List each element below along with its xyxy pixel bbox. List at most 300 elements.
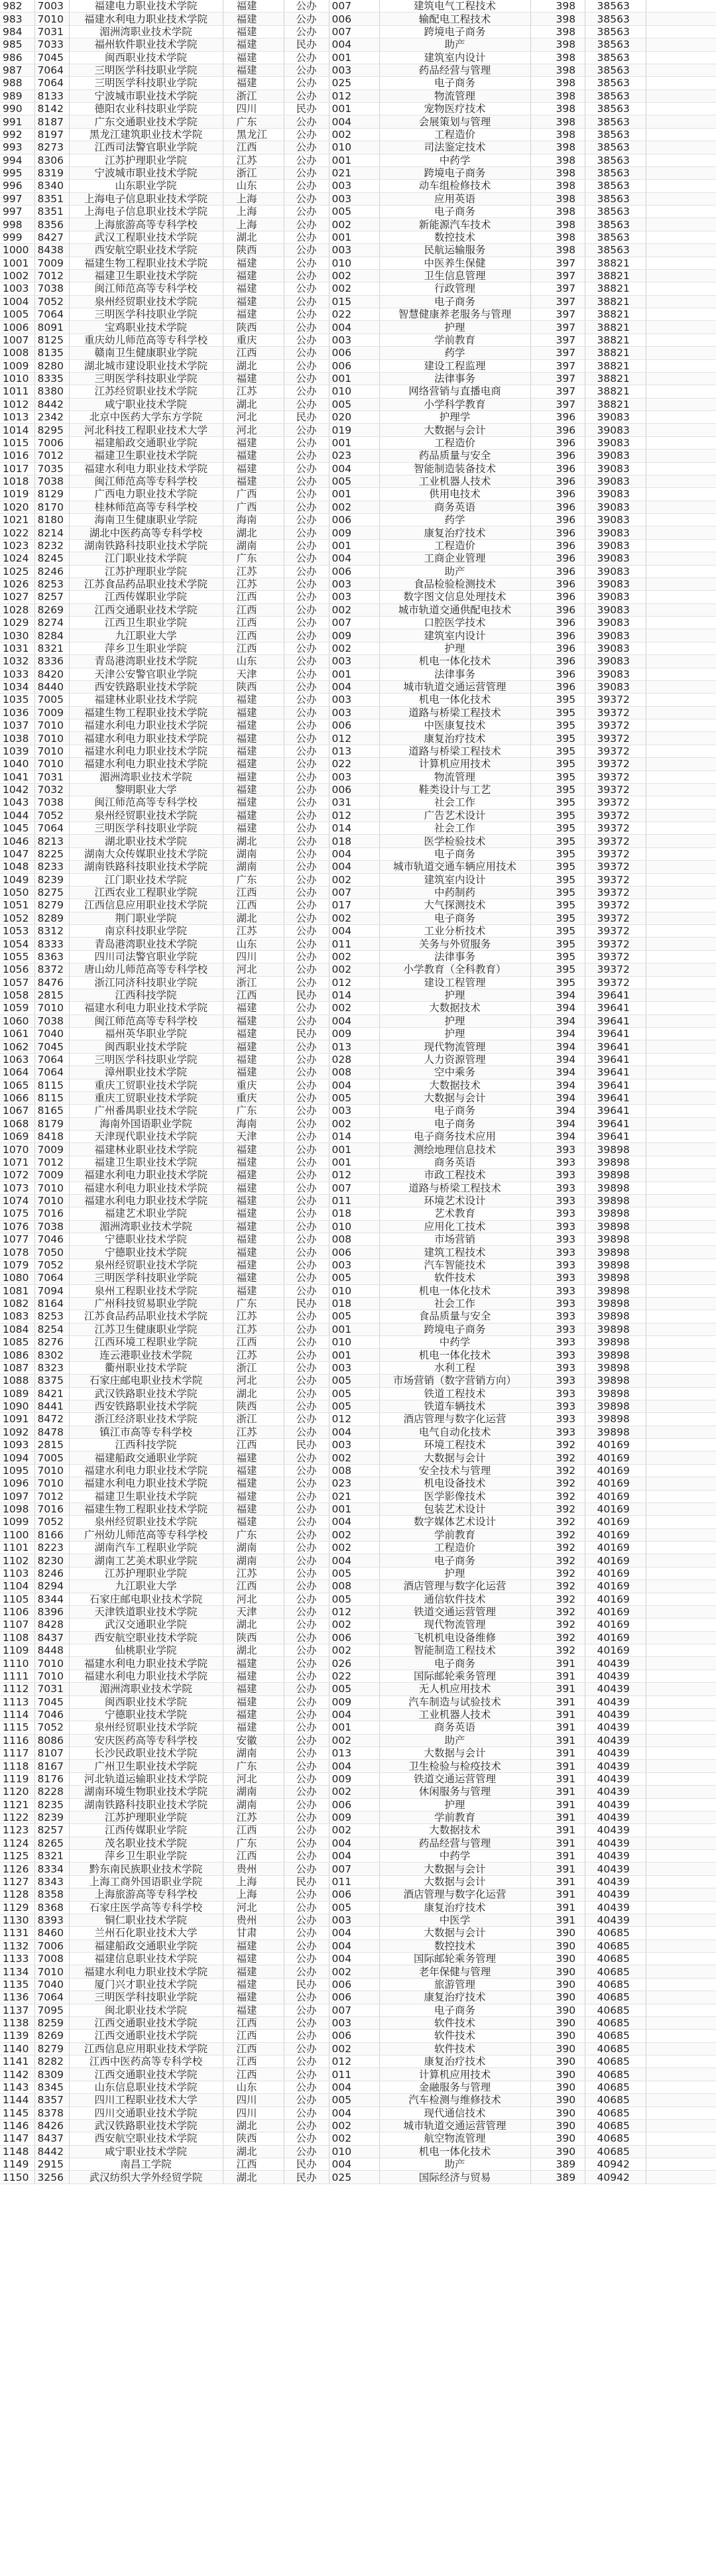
province-cell: 广东 bbox=[223, 1297, 284, 1310]
major-name-cell: 人力资源管理 bbox=[379, 1053, 530, 1066]
school-type-cell: 公办 bbox=[284, 1734, 329, 1747]
school-type-cell: 公办 bbox=[284, 90, 329, 102]
position-cell: 38563 bbox=[585, 38, 646, 51]
major-code-cell: 006 bbox=[329, 1991, 379, 2004]
table-row bbox=[0, 1580, 716, 1593]
school-name-cell: 泉州经贸职业技术学院 bbox=[69, 295, 223, 308]
school-type-cell: 公办 bbox=[284, 1939, 329, 1952]
note-cell bbox=[646, 2030, 716, 2042]
major-name-cell: 城市轨道交通车辆应用技术 bbox=[379, 861, 530, 873]
school-name-cell: 江西司法警官职业学院 bbox=[69, 141, 223, 154]
school-code-cell: 8107 bbox=[34, 1747, 69, 1760]
major-code-cell: 012 bbox=[329, 2055, 379, 2068]
province-cell: 福建 bbox=[223, 1670, 284, 1682]
note-cell bbox=[646, 1991, 716, 2004]
school-code-cell: 8426 bbox=[34, 2119, 69, 2132]
position-cell: 39083 bbox=[585, 591, 646, 603]
major-code-cell: 017 bbox=[329, 899, 379, 912]
major-code-cell: 009 bbox=[329, 1695, 379, 1708]
major-code-cell: 005 bbox=[329, 1683, 379, 1695]
major-code-cell: 006 bbox=[329, 347, 379, 359]
province-cell: 湖北 bbox=[223, 2145, 284, 2158]
school-code-cell: 8223 bbox=[34, 1542, 69, 1554]
position-cell: 38821 bbox=[585, 321, 646, 334]
note-cell bbox=[646, 1978, 716, 1991]
school-name-cell: 福建水利电力职业技术学院 bbox=[69, 732, 223, 745]
major-name-cell: 电子商务 bbox=[379, 295, 530, 308]
school-name-cell: 福建水利电力职业技术学院 bbox=[69, 745, 223, 757]
major-name-cell: 社会工作 bbox=[379, 796, 530, 809]
rank-cell: 1033 bbox=[0, 668, 34, 680]
school-code-cell: 8142 bbox=[34, 103, 69, 115]
position-cell: 39372 bbox=[585, 809, 646, 822]
score-cell: 398 bbox=[530, 141, 585, 154]
note-cell bbox=[646, 501, 716, 513]
school-name-cell: 闽江师范高等专科学校 bbox=[69, 1014, 223, 1027]
note-cell bbox=[646, 1619, 716, 1631]
major-name-cell: 智能制造工程技术 bbox=[379, 1644, 530, 1657]
school-type-cell: 公办 bbox=[284, 1451, 329, 1464]
score-cell: 397 bbox=[530, 347, 585, 359]
major-name-cell: 铁道车辆技术 bbox=[379, 1400, 530, 1412]
major-name-cell: 机电设备技术 bbox=[379, 1477, 530, 1490]
position-cell: 39372 bbox=[585, 976, 646, 989]
rank-cell: 1086 bbox=[0, 1349, 34, 1361]
major-code-cell: 019 bbox=[329, 424, 379, 436]
province-cell: 江苏 bbox=[223, 385, 284, 398]
province-cell: 福建 bbox=[223, 1014, 284, 1027]
school-name-cell: 九江职业大学 bbox=[69, 629, 223, 642]
school-name-cell: 武汉纺织大学外经贸学院 bbox=[69, 2171, 223, 2183]
province-cell: 福建 bbox=[223, 1939, 284, 1952]
score-cell: 394 bbox=[530, 1014, 585, 1027]
note-cell bbox=[646, 231, 716, 243]
note-cell bbox=[646, 103, 716, 115]
position-cell: 39641 bbox=[585, 1131, 646, 1143]
major-code-cell: 012 bbox=[329, 809, 379, 822]
score-cell: 396 bbox=[530, 475, 585, 487]
province-cell: 江苏 bbox=[223, 1811, 284, 1823]
school-name-cell: 天津公安警官职业学院 bbox=[69, 668, 223, 680]
school-type-cell: 公办 bbox=[284, 424, 329, 436]
score-cell: 398 bbox=[530, 51, 585, 64]
major-name-cell: 计算机应用技术 bbox=[379, 758, 530, 770]
note-cell bbox=[646, 38, 716, 51]
school-name-cell: 江西交通职业技术学院 bbox=[69, 2030, 223, 2042]
province-cell: 广西 bbox=[223, 488, 284, 501]
major-name-cell: 市场营销（数字营销方向） bbox=[379, 1375, 530, 1387]
major-name-cell: 铁道工程技术 bbox=[379, 1387, 530, 1400]
school-code-cell: 8273 bbox=[34, 141, 69, 154]
rank-cell: 1068 bbox=[0, 1117, 34, 1130]
school-name-cell: 福州软件职业技术学院 bbox=[69, 38, 223, 51]
school-type-cell: 公办 bbox=[284, 886, 329, 898]
note-cell bbox=[646, 1477, 716, 1490]
table-row bbox=[0, 436, 716, 449]
school-name-cell: 泉州经贸职业技术学院 bbox=[69, 1516, 223, 1528]
major-code-cell: 005 bbox=[329, 398, 379, 410]
major-name-cell: 网络营销与直播电商 bbox=[379, 385, 530, 398]
school-code-cell: 8478 bbox=[34, 1426, 69, 1438]
school-code-cell: 8306 bbox=[34, 154, 69, 166]
school-code-cell: 8245 bbox=[34, 552, 69, 565]
major-code-cell: 004 bbox=[329, 1953, 379, 1965]
major-name-cell: 通信软件技术 bbox=[379, 1593, 530, 1605]
position-cell: 39372 bbox=[585, 873, 646, 886]
province-cell: 福建 bbox=[223, 1978, 284, 1991]
school-code-cell: 7064 bbox=[34, 308, 69, 321]
note-cell bbox=[646, 1593, 716, 1605]
school-type-cell: 公办 bbox=[284, 950, 329, 963]
note-cell bbox=[646, 398, 716, 410]
rank-cell: 997 bbox=[0, 206, 34, 218]
major-name-cell: 输配电工程技术 bbox=[379, 13, 530, 25]
major-name-cell: 跨境电子商务 bbox=[379, 25, 530, 38]
school-code-cell: 7033 bbox=[34, 38, 69, 51]
note-cell bbox=[646, 1426, 716, 1438]
table-row bbox=[0, 1503, 716, 1515]
rank-cell: 1024 bbox=[0, 552, 34, 565]
major-code-cell: 009 bbox=[329, 629, 379, 642]
note-cell bbox=[646, 1182, 716, 1194]
score-cell: 393 bbox=[530, 1194, 585, 1207]
rank-cell: 1025 bbox=[0, 565, 34, 578]
score-cell: 396 bbox=[530, 552, 585, 565]
school-type-cell: 公办 bbox=[284, 1708, 329, 1721]
school-name-cell: 三明医学科技职业学院 bbox=[69, 1053, 223, 1066]
table-row bbox=[0, 1567, 716, 1579]
school-code-cell: 8170 bbox=[34, 501, 69, 513]
school-code-cell: 7010 bbox=[34, 1464, 69, 1477]
score-cell: 397 bbox=[530, 372, 585, 385]
score-cell: 394 bbox=[530, 1028, 585, 1040]
table-row bbox=[0, 1284, 716, 1297]
school-name-cell: 福建林业职业技术学院 bbox=[69, 1143, 223, 1156]
school-name-cell: 闽江师范高等专科学校 bbox=[69, 475, 223, 487]
position-cell: 40439 bbox=[585, 1760, 646, 1772]
table-row bbox=[0, 668, 716, 680]
school-type-cell: 公办 bbox=[284, 1657, 329, 1670]
major-name-cell: 食品质量与安全 bbox=[379, 1310, 530, 1323]
table-row bbox=[0, 899, 716, 912]
position-cell: 40439 bbox=[585, 1837, 646, 1849]
school-type-cell: 公办 bbox=[284, 1387, 329, 1400]
score-cell: 396 bbox=[530, 668, 585, 680]
province-cell: 江苏 bbox=[223, 1567, 284, 1579]
note-cell bbox=[646, 1863, 716, 1875]
major-code-cell: 003 bbox=[329, 655, 379, 668]
school-type-cell: 公办 bbox=[284, 2068, 329, 2081]
note-cell bbox=[646, 1542, 716, 1554]
major-name-cell: 民航运输服务 bbox=[379, 244, 530, 257]
province-cell: 上海 bbox=[223, 1888, 284, 1901]
major-code-cell: 003 bbox=[329, 694, 379, 706]
school-name-cell: 萍乡卫生职业学院 bbox=[69, 642, 223, 654]
school-type-cell: 公办 bbox=[284, 1233, 329, 1246]
school-type-cell: 公办 bbox=[284, 13, 329, 25]
score-cell: 394 bbox=[530, 1066, 585, 1079]
school-code-cell: 7050 bbox=[34, 1246, 69, 1258]
major-code-cell: 003 bbox=[329, 2016, 379, 2029]
province-cell: 福建 bbox=[223, 694, 284, 706]
major-code-cell: 001 bbox=[329, 154, 379, 166]
rank-cell: 1009 bbox=[0, 359, 34, 372]
note-cell bbox=[646, 1837, 716, 1849]
score-cell: 395 bbox=[530, 873, 585, 886]
school-code-cell: 7005 bbox=[34, 694, 69, 706]
major-code-cell: 005 bbox=[329, 2094, 379, 2107]
province-cell: 山东 bbox=[223, 655, 284, 668]
note-cell bbox=[646, 2145, 716, 2158]
school-name-cell: 赣南卫生健康职业学院 bbox=[69, 347, 223, 359]
province-cell: 江西 bbox=[223, 2042, 284, 2055]
score-cell: 393 bbox=[530, 1336, 585, 1349]
major-code-cell: 001 bbox=[329, 1323, 379, 1335]
position-cell: 40169 bbox=[585, 1528, 646, 1541]
school-name-cell: 宁德职业技术学院 bbox=[69, 1233, 223, 1246]
province-cell: 广东 bbox=[223, 1760, 284, 1772]
school-name-cell: 西安航空职业技术学院 bbox=[69, 244, 223, 257]
score-cell: 397 bbox=[530, 321, 585, 334]
score-cell: 396 bbox=[530, 411, 585, 424]
major-code-cell: 004 bbox=[329, 1837, 379, 1849]
score-cell: 391 bbox=[530, 1888, 585, 1901]
major-code-cell: 004 bbox=[329, 321, 379, 334]
rank-cell: 1059 bbox=[0, 1002, 34, 1014]
note-cell bbox=[646, 655, 716, 668]
score-cell: 395 bbox=[530, 938, 585, 950]
position-cell: 40439 bbox=[585, 1875, 646, 1888]
score-cell: 398 bbox=[530, 0, 585, 13]
score-cell: 391 bbox=[530, 1670, 585, 1682]
major-code-cell: 007 bbox=[329, 617, 379, 629]
major-name-cell: 电子商务 bbox=[379, 206, 530, 218]
province-cell: 四川 bbox=[223, 103, 284, 115]
position-cell: 39083 bbox=[585, 680, 646, 693]
school-code-cell: 8295 bbox=[34, 424, 69, 436]
school-code-cell: 8312 bbox=[34, 925, 69, 938]
score-cell: 395 bbox=[530, 912, 585, 924]
major-code-cell: 006 bbox=[329, 359, 379, 372]
school-name-cell: 福建船政交通职业学院 bbox=[69, 1939, 223, 1952]
score-cell: 392 bbox=[530, 1644, 585, 1657]
school-code-cell: 2815 bbox=[34, 1439, 69, 1451]
major-name-cell: 电子商务 bbox=[379, 912, 530, 924]
note-cell bbox=[646, 308, 716, 321]
province-cell: 贵州 bbox=[223, 1863, 284, 1875]
position-cell: 40169 bbox=[585, 1631, 646, 1644]
position-cell: 40942 bbox=[585, 2158, 646, 2171]
school-type-cell: 公办 bbox=[284, 1580, 329, 1593]
position-cell: 39083 bbox=[585, 411, 646, 424]
school-name-cell: 三明医学科技职业学院 bbox=[69, 1991, 223, 2004]
rank-cell: 997 bbox=[0, 192, 34, 205]
major-name-cell: 大数据与会计 bbox=[379, 1091, 530, 1104]
school-name-cell: 福建电力职业技术学院 bbox=[69, 0, 223, 13]
position-cell: 39083 bbox=[585, 475, 646, 487]
province-cell: 浙江 bbox=[223, 90, 284, 102]
rank-cell: 1129 bbox=[0, 1901, 34, 1914]
major-code-cell: 003 bbox=[329, 706, 379, 719]
position-cell: 40439 bbox=[585, 1798, 646, 1811]
rank-cell: 1053 bbox=[0, 925, 34, 938]
score-cell: 390 bbox=[530, 2030, 585, 2042]
school-code-cell: 8274 bbox=[34, 617, 69, 629]
position-cell: 38563 bbox=[585, 192, 646, 205]
table-row bbox=[0, 385, 716, 398]
note-cell bbox=[646, 141, 716, 154]
position-cell: 39898 bbox=[585, 1220, 646, 1233]
school-code-cell: 8437 bbox=[34, 2132, 69, 2145]
school-name-cell: 山东信息职业技术学院 bbox=[69, 2081, 223, 2093]
note-cell bbox=[646, 694, 716, 706]
major-name-cell: 无人机应用技术 bbox=[379, 1683, 530, 1695]
major-code-cell: 003 bbox=[329, 180, 379, 192]
score-cell: 393 bbox=[530, 1413, 585, 1426]
note-cell bbox=[646, 706, 716, 719]
province-cell: 福建 bbox=[223, 1953, 284, 1965]
rank-cell: 1040 bbox=[0, 758, 34, 770]
school-name-cell: 江西科技学院 bbox=[69, 989, 223, 1001]
school-type-cell: 公办 bbox=[284, 1040, 329, 1053]
rank-cell: 1043 bbox=[0, 796, 34, 809]
table-row bbox=[0, 1169, 716, 1182]
note-cell bbox=[646, 1194, 716, 1207]
table-row bbox=[0, 591, 716, 603]
position-cell: 39898 bbox=[585, 1182, 646, 1194]
school-type-cell: 公办 bbox=[284, 180, 329, 192]
school-type-cell: 公办 bbox=[284, 2145, 329, 2158]
province-cell: 山东 bbox=[223, 2081, 284, 2093]
school-name-cell: 湄洲湾职业技术学院 bbox=[69, 1683, 223, 1695]
school-type-cell: 公办 bbox=[284, 2030, 329, 2042]
school-code-cell: 7064 bbox=[34, 822, 69, 835]
school-type-cell: 公办 bbox=[284, 1143, 329, 1156]
school-code-cell: 7064 bbox=[34, 1066, 69, 1079]
province-cell: 福建 bbox=[223, 269, 284, 282]
major-name-cell: 药学 bbox=[379, 514, 530, 526]
school-name-cell: 福建信息职业技术学院 bbox=[69, 1953, 223, 1965]
major-name-cell: 法律事务 bbox=[379, 668, 530, 680]
note-cell bbox=[646, 2132, 716, 2145]
note-cell bbox=[646, 1272, 716, 1284]
school-name-cell: 武汉铁路职业技术学院 bbox=[69, 1387, 223, 1400]
school-name-cell: 宝鸡职业技术学院 bbox=[69, 321, 223, 334]
province-cell: 福建 bbox=[223, 77, 284, 90]
table-row bbox=[0, 1965, 716, 1978]
rank-cell: 1104 bbox=[0, 1580, 34, 1593]
school-type-cell: 公办 bbox=[284, 680, 329, 693]
province-cell: 上海 bbox=[223, 218, 284, 231]
table-row bbox=[0, 1708, 716, 1721]
rank-cell: 1137 bbox=[0, 2004, 34, 2016]
table-row bbox=[0, 1734, 716, 1747]
score-cell: 393 bbox=[530, 1400, 585, 1412]
major-name-cell: 大数据与会计 bbox=[379, 1863, 530, 1875]
school-name-cell: 福建生物工程职业技术学院 bbox=[69, 706, 223, 719]
province-cell: 河北 bbox=[223, 1375, 284, 1387]
rank-cell: 1055 bbox=[0, 950, 34, 963]
table-row bbox=[0, 552, 716, 565]
major-name-cell: 社会工作 bbox=[379, 822, 530, 835]
school-type-cell: 公办 bbox=[284, 1002, 329, 1014]
school-code-cell: 7008 bbox=[34, 1953, 69, 1965]
position-cell: 38821 bbox=[585, 269, 646, 282]
school-code-cell: 8393 bbox=[34, 1914, 69, 1926]
table-row bbox=[0, 526, 716, 539]
school-type-cell: 公办 bbox=[284, 192, 329, 205]
province-cell: 福建 bbox=[223, 758, 284, 770]
position-cell: 39898 bbox=[585, 1426, 646, 1438]
province-cell: 湖北 bbox=[223, 835, 284, 847]
rank-cell: 1034 bbox=[0, 680, 34, 693]
score-cell: 397 bbox=[530, 295, 585, 308]
major-name-cell: 市政工程技术 bbox=[379, 1169, 530, 1182]
score-cell: 390 bbox=[530, 2016, 585, 2029]
table-row bbox=[0, 1091, 716, 1104]
rank-cell: 1110 bbox=[0, 1657, 34, 1670]
school-name-cell: 泉州工程职业技术学院 bbox=[69, 1284, 223, 1297]
school-type-cell: 公办 bbox=[284, 1375, 329, 1387]
table-row bbox=[0, 1837, 716, 1849]
note-cell bbox=[646, 1927, 716, 1939]
school-name-cell: 福建生物工程职业技术学院 bbox=[69, 257, 223, 269]
province-cell: 江西 bbox=[223, 617, 284, 629]
rank-cell: 1108 bbox=[0, 1631, 34, 1644]
rank-cell: 1106 bbox=[0, 1605, 34, 1618]
major-name-cell: 大数据与会计 bbox=[379, 1451, 530, 1464]
school-type-cell: 公办 bbox=[284, 128, 329, 141]
school-name-cell: 福建卫生职业技术学院 bbox=[69, 1490, 223, 1503]
school-code-cell: 8302 bbox=[34, 1349, 69, 1361]
school-type-cell: 公办 bbox=[284, 1991, 329, 2004]
position-cell: 40169 bbox=[585, 1451, 646, 1464]
school-type-cell: 公办 bbox=[284, 77, 329, 90]
school-type-cell: 公办 bbox=[284, 334, 329, 346]
province-cell: 福建 bbox=[223, 1965, 284, 1978]
major-code-cell: 018 bbox=[329, 1297, 379, 1310]
school-code-cell: 7010 bbox=[34, 1670, 69, 1682]
school-name-cell: 武汉交通职业学院 bbox=[69, 1619, 223, 1631]
school-type-cell: 公办 bbox=[284, 1079, 329, 1091]
major-name-cell: 应用英语 bbox=[379, 192, 530, 205]
position-cell: 40169 bbox=[585, 1503, 646, 1515]
province-cell: 江西 bbox=[223, 1336, 284, 1349]
major-name-cell: 大数据与会计 bbox=[379, 1747, 530, 1760]
school-type-cell: 公办 bbox=[284, 1554, 329, 1567]
score-cell: 395 bbox=[530, 822, 585, 835]
province-cell: 福建 bbox=[223, 295, 284, 308]
school-name-cell: 仙桃职业学院 bbox=[69, 1644, 223, 1657]
note-cell bbox=[646, 1105, 716, 1117]
position-cell: 38821 bbox=[585, 295, 646, 308]
table-row bbox=[0, 1246, 716, 1258]
major-name-cell: 助产 bbox=[379, 1734, 530, 1747]
province-cell: 江西 bbox=[223, 899, 284, 912]
table-row bbox=[0, 1772, 716, 1785]
rank-cell: 1148 bbox=[0, 2145, 34, 2158]
school-name-cell: 南京科技职业学院 bbox=[69, 925, 223, 938]
score-cell: 391 bbox=[530, 1798, 585, 1811]
school-type-cell: 公办 bbox=[284, 822, 329, 835]
table-row bbox=[0, 745, 716, 757]
table-row bbox=[0, 680, 716, 693]
major-code-cell: 001 bbox=[329, 1143, 379, 1156]
position-cell: 39898 bbox=[585, 1233, 646, 1246]
table-row bbox=[0, 2119, 716, 2132]
major-code-cell: 010 bbox=[329, 141, 379, 154]
note-cell bbox=[646, 1605, 716, 1618]
